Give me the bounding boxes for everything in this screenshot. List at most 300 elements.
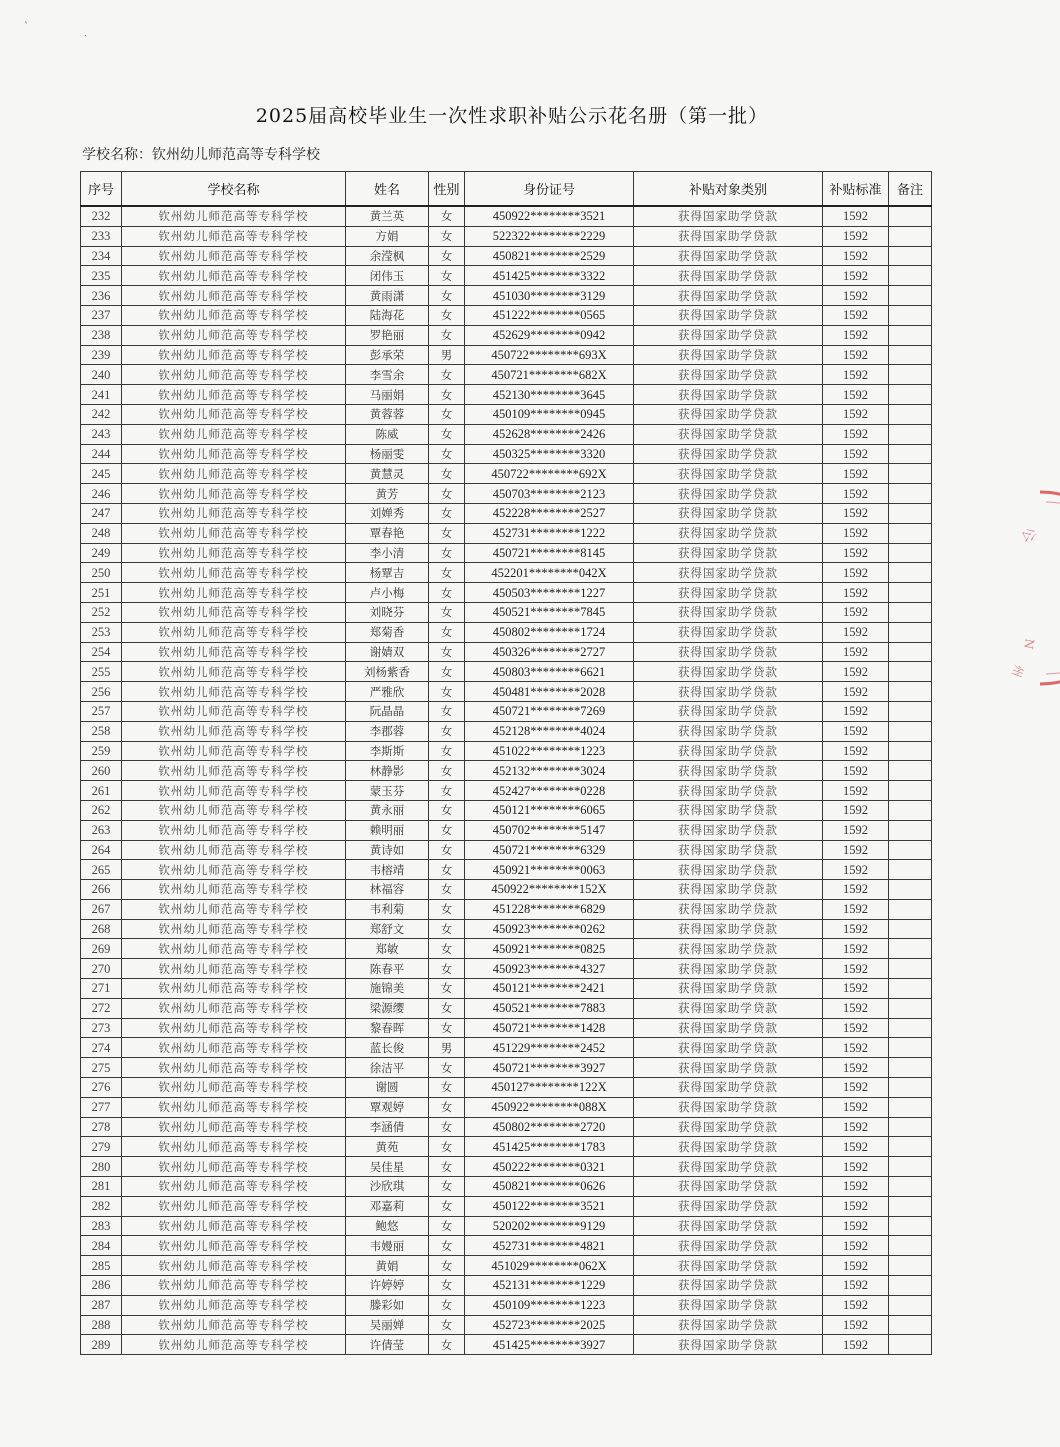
cell-name: 覃观婷 xyxy=(346,1097,429,1117)
cell-name: 沙欣琪 xyxy=(346,1177,429,1197)
cell-gender: 女 xyxy=(429,1256,465,1276)
cell-category: 获得国家助学贷款 xyxy=(634,820,823,840)
cell-category: 获得国家助学贷款 xyxy=(634,1236,823,1256)
cell-standard: 1592 xyxy=(823,543,889,563)
cell-id-number: 452131********1229 xyxy=(465,1276,634,1296)
cell-id-number: 450802********1724 xyxy=(465,622,634,642)
table-row xyxy=(81,484,932,504)
table-row xyxy=(81,820,932,840)
cell-gender: 女 xyxy=(429,286,465,306)
cell-category: 获得国家助学贷款 xyxy=(634,602,823,622)
cell-name: 黄蓉蓉 xyxy=(346,404,429,424)
header-remarks: 备注 xyxy=(889,172,932,207)
cell-school: 钦州幼儿师范高等专科学校 xyxy=(122,1295,346,1315)
cell-gender: 女 xyxy=(429,642,465,662)
scan-mark-2: ˏ xyxy=(84,26,88,37)
cell-category: 获得国家助学贷款 xyxy=(634,1315,823,1335)
cell-category: 获得国家助学贷款 xyxy=(634,662,823,682)
cell-category: 获得国家助学贷款 xyxy=(634,721,823,741)
cell-seq: 246 xyxy=(81,484,122,504)
subsidy-roster-table xyxy=(80,171,932,1355)
cell-id-number: 450325********3320 xyxy=(465,444,634,464)
header-school: 学校名称 xyxy=(122,172,346,207)
cell-remarks xyxy=(889,642,932,662)
cell-id-number: 452128********4024 xyxy=(465,721,634,741)
table-row xyxy=(81,800,932,820)
table-row xyxy=(81,1058,932,1078)
cell-gender: 女 xyxy=(429,1157,465,1177)
cell-seq: 287 xyxy=(81,1295,122,1315)
cell-name: 梁源缨 xyxy=(346,998,429,1018)
cell-standard: 1592 xyxy=(823,1078,889,1098)
header-category: 补贴对象类别 xyxy=(634,172,823,207)
cell-seq: 237 xyxy=(81,305,122,325)
cell-name: 徐洁平 xyxy=(346,1058,429,1078)
cell-name: 刘婵秀 xyxy=(346,503,429,523)
cell-school: 钦州幼儿师范高等专科学校 xyxy=(122,721,346,741)
table-row xyxy=(81,1018,932,1038)
cell-remarks xyxy=(889,998,932,1018)
cell-name: 刘晓芬 xyxy=(346,602,429,622)
cell-category: 获得国家助学贷款 xyxy=(634,880,823,900)
official-seal-stamp xyxy=(1000,488,1060,688)
cell-gender: 女 xyxy=(429,1216,465,1236)
cell-gender: 女 xyxy=(429,939,465,959)
cell-seq: 267 xyxy=(81,899,122,919)
cell-remarks xyxy=(889,939,932,959)
cell-category: 获得国家助学贷款 xyxy=(634,1196,823,1216)
cell-id-number: 450923********4327 xyxy=(465,959,634,979)
cell-school: 钦州幼儿师范高等专科学校 xyxy=(122,345,346,365)
cell-id-number: 451029********062X xyxy=(465,1256,634,1276)
table-row xyxy=(81,1097,932,1117)
cell-category: 获得国家助学贷款 xyxy=(634,860,823,880)
cell-school: 钦州幼儿师范高等专科学校 xyxy=(122,543,346,563)
cell-name: 彭承荣 xyxy=(346,345,429,365)
cell-seq: 253 xyxy=(81,622,122,642)
cell-category: 获得国家助学贷款 xyxy=(634,642,823,662)
table-row xyxy=(81,266,932,286)
cell-category: 获得国家助学贷款 xyxy=(634,246,823,266)
table-row xyxy=(81,305,932,325)
cell-id-number: 450721********3927 xyxy=(465,1058,634,1078)
table-row xyxy=(81,622,932,642)
cell-school: 钦州幼儿师范高等专科学校 xyxy=(122,464,346,484)
cell-gender: 女 xyxy=(429,741,465,761)
cell-remarks xyxy=(889,682,932,702)
cell-remarks xyxy=(889,444,932,464)
cell-category: 获得国家助学贷款 xyxy=(634,345,823,365)
table-row xyxy=(81,424,932,444)
cell-remarks xyxy=(889,1295,932,1315)
cell-id-number: 452228********2527 xyxy=(465,503,634,523)
table-row xyxy=(81,979,932,999)
table-row xyxy=(81,1177,932,1197)
cell-seq: 280 xyxy=(81,1157,122,1177)
cell-standard: 1592 xyxy=(823,206,889,226)
cell-gender: 女 xyxy=(429,266,465,286)
cell-seq: 265 xyxy=(81,860,122,880)
cell-id-number: 450921********0063 xyxy=(465,860,634,880)
cell-gender: 女 xyxy=(429,563,465,583)
table-row xyxy=(81,642,932,662)
cell-seq: 233 xyxy=(81,226,122,246)
cell-gender: 女 xyxy=(429,1335,465,1355)
cell-name: 郑菊香 xyxy=(346,622,429,642)
cell-school: 钦州幼儿师范高等专科学校 xyxy=(122,800,346,820)
cell-name: 李郡蓉 xyxy=(346,721,429,741)
cell-standard: 1592 xyxy=(823,761,889,781)
cell-gender: 女 xyxy=(429,602,465,622)
cell-gender: 女 xyxy=(429,682,465,702)
cell-remarks xyxy=(889,820,932,840)
cell-remarks xyxy=(889,1117,932,1137)
cell-remarks xyxy=(889,1038,932,1058)
cell-remarks xyxy=(889,880,932,900)
cell-gender: 女 xyxy=(429,484,465,504)
cell-remarks xyxy=(889,206,932,226)
cell-remarks xyxy=(889,622,932,642)
cell-category: 获得国家助学贷款 xyxy=(634,523,823,543)
cell-school: 钦州幼儿师范高等专科学校 xyxy=(122,820,346,840)
cell-school: 钦州幼儿师范高等专科学校 xyxy=(122,424,346,444)
svg-text:N: N xyxy=(1021,637,1037,651)
cell-seq: 277 xyxy=(81,1097,122,1117)
cell-remarks xyxy=(889,899,932,919)
cell-id-number: 450922********3521 xyxy=(465,206,634,226)
cell-seq: 243 xyxy=(81,424,122,444)
cell-school: 钦州幼儿师范高等专科学校 xyxy=(122,1117,346,1137)
cell-id-number: 450481********2028 xyxy=(465,682,634,702)
cell-seq: 261 xyxy=(81,781,122,801)
cell-standard: 1592 xyxy=(823,523,889,543)
cell-school: 钦州幼儿师范高等专科学校 xyxy=(122,246,346,266)
cell-id-number: 450122********3521 xyxy=(465,1196,634,1216)
cell-seq: 285 xyxy=(81,1256,122,1276)
cell-school: 钦州幼儿师范高等专科学校 xyxy=(122,1216,346,1236)
table-row xyxy=(81,503,932,523)
cell-school: 钦州幼儿师范高等专科学校 xyxy=(122,484,346,504)
cell-remarks xyxy=(889,404,932,424)
cell-standard: 1592 xyxy=(823,246,889,266)
cell-name: 严雅欣 xyxy=(346,682,429,702)
cell-school: 钦州幼儿师范高等专科学校 xyxy=(122,325,346,345)
cell-category: 获得国家助学贷款 xyxy=(634,1117,823,1137)
cell-name: 鲍悠 xyxy=(346,1216,429,1236)
cell-gender: 女 xyxy=(429,206,465,226)
table-row xyxy=(81,1038,932,1058)
cell-id-number: 450923********0262 xyxy=(465,919,634,939)
cell-remarks xyxy=(889,563,932,583)
cell-id-number: 451222********0565 xyxy=(465,305,634,325)
cell-id-number: 450721********682X xyxy=(465,365,634,385)
cell-id-number: 451030********3129 xyxy=(465,286,634,306)
cell-school: 钦州幼儿师范高等专科学校 xyxy=(122,385,346,405)
cell-seq: 264 xyxy=(81,840,122,860)
cell-name: 李小清 xyxy=(346,543,429,563)
cell-gender: 女 xyxy=(429,1295,465,1315)
cell-seq: 273 xyxy=(81,1018,122,1038)
table-row xyxy=(81,1157,932,1177)
cell-name: 林静影 xyxy=(346,761,429,781)
cell-name: 杨覃吉 xyxy=(346,563,429,583)
cell-school: 钦州幼儿师范高等专科学校 xyxy=(122,1177,346,1197)
cell-seq: 258 xyxy=(81,721,122,741)
cell-category: 获得国家助学贷款 xyxy=(634,781,823,801)
cell-school: 钦州幼儿师范高等专科学校 xyxy=(122,939,346,959)
cell-seq: 272 xyxy=(81,998,122,1018)
cell-remarks xyxy=(889,840,932,860)
cell-name: 林福容 xyxy=(346,880,429,900)
cell-standard: 1592 xyxy=(823,1295,889,1315)
cell-school: 钦州幼儿师范高等专科学校 xyxy=(122,1256,346,1276)
cell-seq: 254 xyxy=(81,642,122,662)
cell-school: 钦州幼儿师范高等专科学校 xyxy=(122,642,346,662)
cell-id-number: 450722********692X xyxy=(465,464,634,484)
svg-text:州: 州 xyxy=(1009,662,1027,680)
cell-name: 黎春晖 xyxy=(346,1018,429,1038)
cell-school: 钦州幼儿师范高等专科学校 xyxy=(122,305,346,325)
cell-remarks xyxy=(889,523,932,543)
table-row xyxy=(81,325,932,345)
cell-name: 陈春平 xyxy=(346,959,429,979)
cell-category: 获得国家助学贷款 xyxy=(634,1216,823,1236)
cell-id-number: 451228********6829 xyxy=(465,899,634,919)
cell-name: 赖明丽 xyxy=(346,820,429,840)
cell-seq: 234 xyxy=(81,246,122,266)
cell-seq: 284 xyxy=(81,1236,122,1256)
cell-name: 谢圆 xyxy=(346,1078,429,1098)
cell-name: 李雪余 xyxy=(346,365,429,385)
cell-id-number: 450702********5147 xyxy=(465,820,634,840)
cell-remarks xyxy=(889,1078,932,1098)
cell-seq: 257 xyxy=(81,701,122,721)
cell-school: 钦州幼儿师范高等专科学校 xyxy=(122,1097,346,1117)
cell-gender: 女 xyxy=(429,325,465,345)
cell-standard: 1592 xyxy=(823,939,889,959)
cell-gender: 女 xyxy=(429,1177,465,1197)
cell-standard: 1592 xyxy=(823,345,889,365)
table-row xyxy=(81,345,932,365)
table-row xyxy=(81,583,932,603)
cell-standard: 1592 xyxy=(823,305,889,325)
cell-remarks xyxy=(889,266,932,286)
table-row xyxy=(81,385,932,405)
cell-gender: 女 xyxy=(429,464,465,484)
cell-name: 闭伟玉 xyxy=(346,266,429,286)
table-row xyxy=(81,998,932,1018)
cell-category: 获得国家助学贷款 xyxy=(634,939,823,959)
cell-remarks xyxy=(889,503,932,523)
table-row xyxy=(81,1117,932,1137)
cell-school: 钦州幼儿师范高等专科学校 xyxy=(122,899,346,919)
cell-gender: 女 xyxy=(429,246,465,266)
cell-standard: 1592 xyxy=(823,662,889,682)
cell-seq: 240 xyxy=(81,365,122,385)
cell-gender: 女 xyxy=(429,1018,465,1038)
cell-gender: 女 xyxy=(429,226,465,246)
table-row xyxy=(81,404,932,424)
table-row xyxy=(81,444,932,464)
cell-school: 钦州幼儿师范高等专科学校 xyxy=(122,1058,346,1078)
cell-category: 获得国家助学贷款 xyxy=(634,1058,823,1078)
cell-gender: 女 xyxy=(429,523,465,543)
cell-name: 黄诗如 xyxy=(346,840,429,860)
cell-seq: 232 xyxy=(81,206,122,226)
cell-gender: 女 xyxy=(429,1315,465,1335)
cell-school: 钦州幼儿师范高等专科学校 xyxy=(122,682,346,702)
cell-id-number: 451425********1783 xyxy=(465,1137,634,1157)
cell-standard: 1592 xyxy=(823,286,889,306)
cell-name: 卢小梅 xyxy=(346,583,429,603)
cell-name: 郑敏 xyxy=(346,939,429,959)
cell-standard: 1592 xyxy=(823,226,889,246)
cell-seq: 268 xyxy=(81,919,122,939)
cell-gender: 女 xyxy=(429,365,465,385)
cell-standard: 1592 xyxy=(823,385,889,405)
cell-standard: 1592 xyxy=(823,880,889,900)
header-name: 姓名 xyxy=(346,172,429,207)
cell-gender: 女 xyxy=(429,701,465,721)
cell-name: 余滢枫 xyxy=(346,246,429,266)
cell-seq: 256 xyxy=(81,682,122,702)
cell-gender: 男 xyxy=(429,1038,465,1058)
cell-name: 吴丽婵 xyxy=(346,1315,429,1335)
cell-school: 钦州幼儿师范高等专科学校 xyxy=(122,365,346,385)
cell-seq: 235 xyxy=(81,266,122,286)
cell-name: 黄兰英 xyxy=(346,206,429,226)
cell-school: 钦州幼儿师范高等专科学校 xyxy=(122,1078,346,1098)
cell-seq: 249 xyxy=(81,543,122,563)
cell-id-number: 452201********042X xyxy=(465,563,634,583)
cell-seq: 241 xyxy=(81,385,122,405)
cell-seq: 266 xyxy=(81,880,122,900)
cell-gender: 女 xyxy=(429,959,465,979)
cell-name: 韦嫚丽 xyxy=(346,1236,429,1256)
cell-standard: 1592 xyxy=(823,464,889,484)
cell-category: 获得国家助学贷款 xyxy=(634,1157,823,1177)
cell-category: 获得国家助学贷款 xyxy=(634,800,823,820)
table-row xyxy=(81,563,932,583)
cell-category: 获得国家助学贷款 xyxy=(634,998,823,1018)
cell-remarks xyxy=(889,761,932,781)
cell-category: 获得国家助学贷款 xyxy=(634,226,823,246)
cell-school: 钦州幼儿师范高等专科学校 xyxy=(122,701,346,721)
cell-category: 获得国家助学贷款 xyxy=(634,266,823,286)
cell-school: 钦州幼儿师范高等专科学校 xyxy=(122,979,346,999)
cell-remarks xyxy=(889,424,932,444)
cell-standard: 1592 xyxy=(823,563,889,583)
cell-id-number: 450127********122X xyxy=(465,1078,634,1098)
cell-category: 获得国家助学贷款 xyxy=(634,365,823,385)
cell-seq: 238 xyxy=(81,325,122,345)
cell-seq: 279 xyxy=(81,1137,122,1157)
cell-name: 黄慧灵 xyxy=(346,464,429,484)
cell-seq: 251 xyxy=(81,583,122,603)
cell-remarks xyxy=(889,800,932,820)
cell-standard: 1592 xyxy=(823,840,889,860)
cell-gender: 女 xyxy=(429,1097,465,1117)
table-row xyxy=(81,1196,932,1216)
cell-gender: 女 xyxy=(429,662,465,682)
cell-gender: 女 xyxy=(429,860,465,880)
cell-remarks xyxy=(889,959,932,979)
cell-school: 钦州幼儿师范高等专科学校 xyxy=(122,622,346,642)
cell-id-number: 452731********4821 xyxy=(465,1236,634,1256)
cell-id-number: 450503********1227 xyxy=(465,583,634,603)
cell-id-number: 520202********9129 xyxy=(465,1216,634,1236)
cell-remarks xyxy=(889,246,932,266)
cell-category: 获得国家助学贷款 xyxy=(634,286,823,306)
cell-school: 钦州幼儿师范高等专科学校 xyxy=(122,1157,346,1177)
cell-standard: 1592 xyxy=(823,503,889,523)
cell-gender: 女 xyxy=(429,1276,465,1296)
cell-seq: 250 xyxy=(81,563,122,583)
cell-category: 获得国家助学贷款 xyxy=(634,899,823,919)
cell-school: 钦州幼儿师范高等专科学校 xyxy=(122,880,346,900)
cell-name: 郑舒文 xyxy=(346,919,429,939)
cell-remarks xyxy=(889,464,932,484)
cell-gender: 女 xyxy=(429,622,465,642)
cell-id-number: 450722********693X xyxy=(465,345,634,365)
cell-standard: 1592 xyxy=(823,919,889,939)
cell-remarks xyxy=(889,583,932,603)
cell-school: 钦州幼儿师范高等专科学校 xyxy=(122,1196,346,1216)
cell-gender: 女 xyxy=(429,444,465,464)
cell-remarks xyxy=(889,1196,932,1216)
cell-name: 黄雨潇 xyxy=(346,286,429,306)
cell-seq: 239 xyxy=(81,345,122,365)
table-row xyxy=(81,1216,932,1236)
table-row xyxy=(81,860,932,880)
cell-seq: 252 xyxy=(81,602,122,622)
cell-standard: 1592 xyxy=(823,860,889,880)
table-row xyxy=(81,761,932,781)
cell-standard: 1592 xyxy=(823,1216,889,1236)
cell-school: 钦州幼儿师范高等专科学校 xyxy=(122,1276,346,1296)
cell-standard: 1592 xyxy=(823,1276,889,1296)
cell-remarks xyxy=(889,741,932,761)
cell-seq: 281 xyxy=(81,1177,122,1197)
cell-remarks xyxy=(889,701,932,721)
cell-gender: 女 xyxy=(429,543,465,563)
cell-category: 获得国家助学贷款 xyxy=(634,385,823,405)
cell-category: 获得国家助学贷款 xyxy=(634,484,823,504)
cell-standard: 1592 xyxy=(823,1256,889,1276)
header-seq: 序号 xyxy=(81,172,122,207)
cell-seq: 288 xyxy=(81,1315,122,1335)
cell-seq: 282 xyxy=(81,1196,122,1216)
cell-seq: 269 xyxy=(81,939,122,959)
table-header-row xyxy=(81,172,932,207)
cell-name: 滕彩如 xyxy=(346,1295,429,1315)
cell-gender: 女 xyxy=(429,979,465,999)
cell-standard: 1592 xyxy=(823,424,889,444)
cell-gender: 女 xyxy=(429,503,465,523)
table-row xyxy=(81,286,932,306)
cell-category: 获得国家助学贷款 xyxy=(634,1097,823,1117)
cell-standard: 1592 xyxy=(823,266,889,286)
cell-seq: 262 xyxy=(81,800,122,820)
cell-seq: 271 xyxy=(81,979,122,999)
cell-school: 钦州幼儿师范高等专科学校 xyxy=(122,761,346,781)
cell-id-number: 450821********0626 xyxy=(465,1177,634,1197)
cell-name: 黄芳 xyxy=(346,484,429,504)
cell-seq: 275 xyxy=(81,1058,122,1078)
cell-id-number: 450222********0321 xyxy=(465,1157,634,1177)
cell-standard: 1592 xyxy=(823,800,889,820)
cell-school: 钦州幼儿师范高等专科学校 xyxy=(122,1236,346,1256)
